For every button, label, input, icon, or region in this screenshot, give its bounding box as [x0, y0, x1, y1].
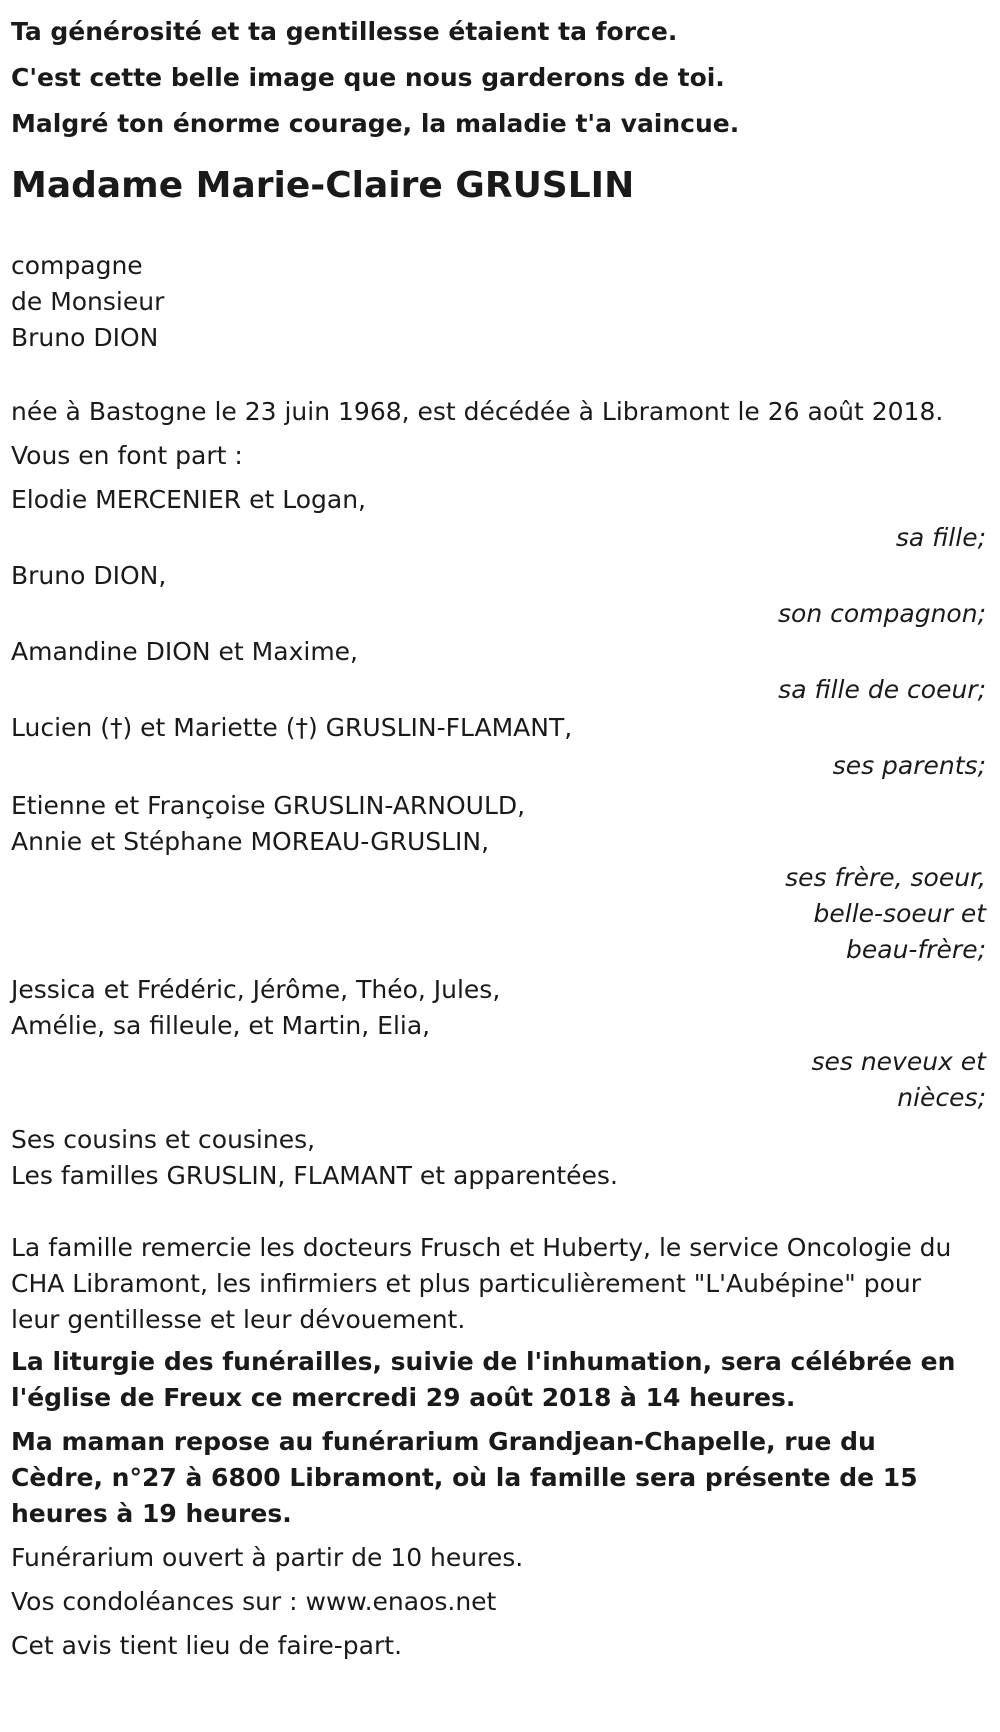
- relative-role-line: ses neveux et: [811, 1047, 986, 1076]
- relative-role-line: beau-frère;: [846, 935, 986, 964]
- relative-role: [11, 518, 986, 558]
- announce-text: Vous en font part :: [11, 441, 243, 470]
- companion-block: [11, 248, 1000, 356]
- intro-line-2: C'est cette belle image que nous garderons de toi.: [11, 63, 725, 92]
- intro-line-1: Ta générosité et ta gentillesse étaient ta force.: [11, 17, 678, 46]
- relative-role-line: sa fille de coeur;: [778, 675, 986, 704]
- relative-names: [11, 632, 986, 672]
- relative-name-line: Amandine DION et Maxime,: [11, 637, 358, 666]
- relatives-list: [11, 480, 1000, 1116]
- relative-names: [11, 708, 986, 748]
- relative-name-line: Elodie MERCENIER et Logan,: [11, 485, 367, 514]
- companion-line-1: compagne: [11, 251, 143, 280]
- relative-names: [11, 788, 986, 860]
- relative-role-line: belle-soeur et: [813, 899, 986, 928]
- relative-entry: [11, 972, 986, 1116]
- companion-line-2: de Monsieur: [11, 287, 165, 316]
- relative-name-line: Etienne et Françoise GRUSLIN-ARNOULD,: [11, 791, 526, 820]
- relative-role-line: sa fille;: [895, 523, 986, 552]
- relative-name-line: Bruno DION,: [11, 561, 167, 590]
- relative-role-line: ses frère, soeur,: [785, 863, 986, 892]
- relative-name-line: Annie et Stéphane MOREAU-GRUSLIN,: [11, 827, 490, 856]
- relative-role: [11, 594, 986, 634]
- funerarium-open-text: Funérarium ouvert à partir de 10 heures.: [11, 1543, 524, 1572]
- others-block: [11, 1122, 1000, 1194]
- intro-line-3: Malgré ton énorme courage, la maladie t'a vaincue.: [11, 109, 740, 138]
- relative-role: [11, 1044, 986, 1116]
- thanks-text: La famille remercie les docteurs Frusch et Huberty, le service Oncologie du CHA Libramont, les infirmiers et plus particulièrement "L'Aubépine" pour leur gentillesse et leur dévouement.: [11, 1233, 952, 1334]
- condolences-text: Vos condoléances sur : www.enaos.net: [11, 1587, 497, 1616]
- relative-role: [11, 746, 986, 786]
- relative-names: [11, 556, 986, 596]
- relative-role-line: son compagnon;: [778, 599, 986, 628]
- relative-role-line: ses parents;: [832, 751, 986, 780]
- relative-role: [11, 860, 986, 968]
- relative-role-line: nièces;: [897, 1083, 986, 1112]
- relative-names: [11, 480, 986, 520]
- repose-text: Ma maman repose au funérarium Grandjean-Chapelle, rue du Cèdre, n°27 à 6800 Libramont, où la famille sera présente de 15 heures à 19 heures.: [11, 1427, 918, 1528]
- relative-entry: [11, 788, 986, 968]
- notice-text: Cet avis tient lieu de faire-part.: [11, 1631, 403, 1660]
- deceased-name: Madame Marie-Claire GRUSLIN: [11, 165, 635, 206]
- birth-death-text: née à Bastogne le 23 juin 1968, est décédée à Libramont le 26 août 2018.: [11, 397, 944, 426]
- companion-line-3: Bruno DION: [11, 323, 159, 352]
- relative-entry: [11, 480, 986, 558]
- relative-name-line: Jessica et Frédéric, Jérôme, Théo, Jules,: [11, 975, 501, 1004]
- relative-name-line: Amélie, sa filleule, et Martin, Elia,: [11, 1011, 431, 1040]
- relative-entry: [11, 708, 986, 786]
- funeral-text: La liturgie des funérailles, suivie de l'inhumation, sera célébrée en l'église de Freux ce mercredi 29 août 2018 à 14 heures.: [11, 1347, 956, 1412]
- relative-entry: [11, 556, 986, 634]
- others-line-2: Les familles GRUSLIN, FLAMANT et apparentées.: [11, 1161, 618, 1190]
- others-line-1: Ses cousins et cousines,: [11, 1125, 316, 1154]
- relative-name-line: Lucien (†) et Mariette (†) GRUSLIN-FLAMANT,: [11, 713, 573, 742]
- relative-role: [11, 670, 986, 710]
- relative-names: [11, 972, 986, 1044]
- relative-entry: [11, 632, 986, 710]
